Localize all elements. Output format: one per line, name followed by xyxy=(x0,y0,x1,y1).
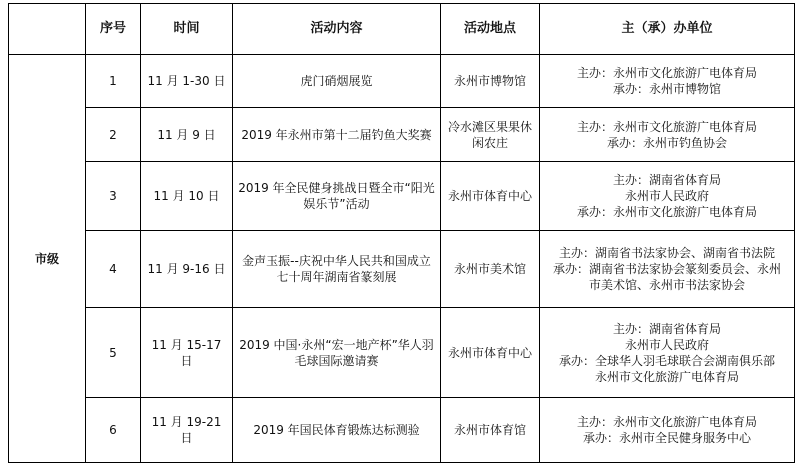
row-no: 2 xyxy=(86,108,141,162)
row-content: 2019 中国·永州“宏一地产杯”华人羽毛球国际邀请赛 xyxy=(233,308,441,398)
row-place: 永州市体育中心 xyxy=(441,308,540,398)
host-line: 永州市人民政府 xyxy=(624,337,709,352)
table-row xyxy=(9,308,795,398)
row-host xyxy=(540,55,795,108)
row-time: 11 月 15-17 日 xyxy=(141,308,233,398)
row-time: 11 月 9-16 日 xyxy=(141,231,233,308)
header-no: 序号 xyxy=(86,4,141,55)
host-line: 主办：永州市文化旅游广电体育局 xyxy=(576,66,757,80)
host-line: 承办：全球华人羽毛球联合会湖南俱乐部 xyxy=(558,353,775,368)
host-line: 主办：永州市文化旅游广电体育局 xyxy=(576,415,757,429)
row-host xyxy=(540,231,795,308)
row-time: 11 月 10 日 xyxy=(141,162,233,231)
row-host xyxy=(540,398,795,463)
table-row xyxy=(9,108,795,162)
row-host xyxy=(540,308,795,398)
header-content: 活动内容 xyxy=(233,4,441,55)
row-no: 1 xyxy=(86,55,141,108)
row-place: 永州市博物馆 xyxy=(441,55,540,108)
host-line: 主办：湖南省体育局 xyxy=(612,321,721,336)
row-content: 2019 年国民体育锻炼达标测验 xyxy=(233,398,441,463)
table-row xyxy=(9,55,795,108)
row-content: 2019 年全民健身挑战日暨全市“阳光娱乐节”活动 xyxy=(233,162,441,231)
header-time: 时间 xyxy=(141,4,233,55)
host-line: 永州市文化旅游广电体育局 xyxy=(594,369,739,384)
row-time: 11 月 19-21 日 xyxy=(141,398,233,463)
header-row xyxy=(9,4,795,55)
row-host xyxy=(540,108,795,162)
host-line: 承办：湖南省书法家协会篆刻委员会、永州 xyxy=(552,262,781,276)
row-no: 4 xyxy=(86,231,141,308)
row-time: 11 月 9 日 xyxy=(141,108,233,162)
host-line: 永州市人民政府 xyxy=(624,189,709,203)
row-no: 5 xyxy=(86,308,141,398)
row-host xyxy=(540,162,795,231)
row-place: 冷水滩区果果休闲农庄 xyxy=(441,108,540,162)
row-place: 永州市美术馆 xyxy=(441,231,540,308)
host-line: 市美术馆、永州市书法家协会 xyxy=(588,278,745,292)
host-line: 主办：湖南省书法家协会、湖南省书法院 xyxy=(558,246,775,260)
host-line: 承办：永州市博物馆 xyxy=(612,82,721,96)
row-time: 11 月 1-30 日 xyxy=(141,55,233,108)
header-blank xyxy=(9,4,86,55)
row-place: 永州市体育中心 xyxy=(441,162,540,231)
row-no: 3 xyxy=(86,162,141,231)
host-line: 承办：永州市钓鱼协会 xyxy=(606,135,727,150)
row-content: 金声玉振--庆祝中华人民共和国成立七十周年湖南省篆刻展 xyxy=(233,231,441,308)
row-place: 永州市体育馆 xyxy=(441,398,540,463)
row-content: 虎门硝烟展览 xyxy=(233,55,441,108)
row-no: 6 xyxy=(86,398,141,463)
host-line: 主办：湖南省体育局 xyxy=(612,173,721,187)
host-line: 主办：永州市文化旅游广电体育局 xyxy=(576,119,757,134)
host-line: 承办：永州市全民健身服务中心 xyxy=(582,431,751,445)
activity-schedule-table xyxy=(8,3,795,463)
table-row xyxy=(9,162,795,231)
header-place: 活动地点 xyxy=(441,4,540,55)
row-content: 2019 年永州市第十二届钓鱼大奖赛 xyxy=(233,108,441,162)
level-cell: 市级 xyxy=(9,55,86,463)
host-line: 承办：永州市文化旅游广电体育局 xyxy=(576,205,757,219)
table-row xyxy=(9,398,795,463)
table-row xyxy=(9,231,795,308)
header-host: 主（承）办单位 xyxy=(540,4,795,55)
